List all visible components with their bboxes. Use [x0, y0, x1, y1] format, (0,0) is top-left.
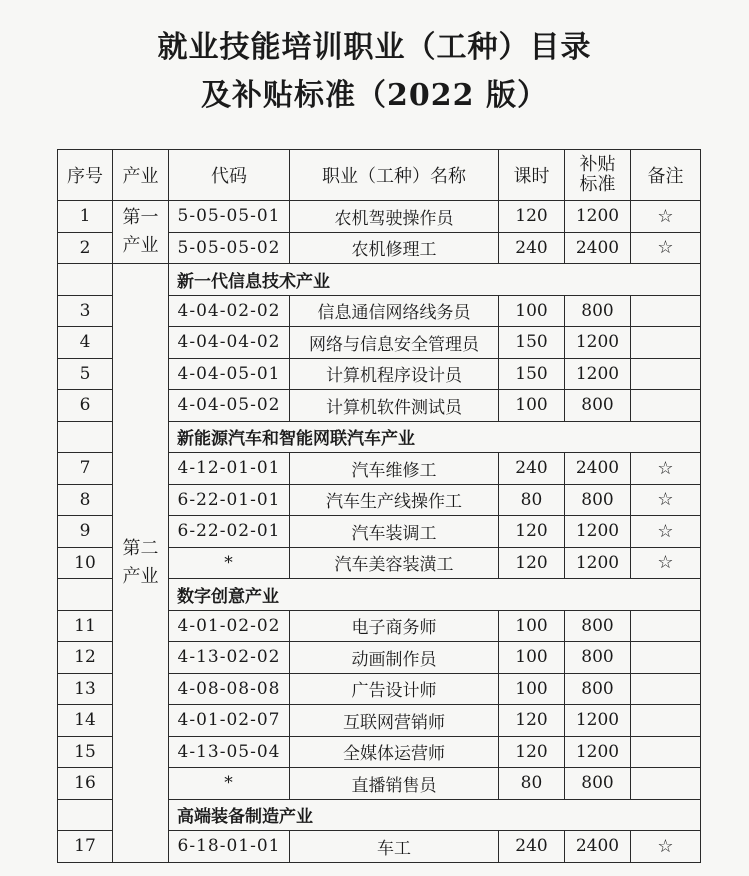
industry-second-line1: 第二 [122, 537, 159, 559]
cell-no: 2 [58, 232, 113, 264]
cell-code: 4-01-02-02 [169, 610, 290, 642]
section-no-empty [58, 579, 113, 611]
cell-remark [631, 673, 701, 705]
header-name: 职业（工种）名称 [290, 150, 499, 201]
cell-hours: 80 [499, 484, 565, 516]
cell-hours: 120 [499, 547, 565, 579]
header-remark: 备注 [631, 150, 701, 201]
cell-hours: 120 [499, 201, 565, 233]
section-equipment: 高端装备制造产业 [169, 799, 701, 831]
cell-subsidy: 1200 [565, 516, 631, 548]
cell-no: 7 [58, 453, 113, 485]
cell-subsidy: 800 [565, 642, 631, 674]
section-no-empty [58, 264, 113, 296]
cell-code: 4-04-04-02 [169, 327, 290, 359]
cell-name: 电子商务师 [290, 610, 499, 642]
cell-code: 6-22-02-01 [169, 516, 290, 548]
header-code: 代码 [169, 150, 290, 201]
cell-remark [631, 295, 701, 327]
header-industry: 产业 [113, 150, 169, 201]
section-digital: 数字创意产业 [169, 579, 701, 611]
cell-no: 5 [58, 358, 113, 390]
cell-name: 农机驾驶操作员 [290, 201, 499, 233]
cell-remark: ☆ [631, 516, 701, 548]
cell-hours: 240 [499, 232, 565, 264]
cell-no: 1 [58, 201, 113, 233]
table-header-row [58, 150, 701, 201]
cell-remark [631, 705, 701, 737]
cell-code: * [169, 547, 290, 579]
cell-remark: ☆ [631, 831, 701, 863]
cell-hours: 120 [499, 736, 565, 768]
header-hours: 课时 [499, 150, 565, 201]
cell-remark [631, 642, 701, 674]
industry-first-line1: 第一 [122, 207, 159, 228]
cell-hours: 100 [499, 390, 565, 422]
cell-subsidy: 1200 [565, 201, 631, 233]
cell-code: 4-04-02-02 [169, 295, 290, 327]
cell-name: 计算机软件测试员 [290, 390, 499, 422]
cell-remark: ☆ [631, 547, 701, 579]
cell-name: 信息通信网络线务员 [290, 295, 499, 327]
cell-hours: 240 [499, 831, 565, 863]
cell-hours: 120 [499, 705, 565, 737]
cell-name: 车工 [290, 831, 499, 863]
cell-no: 8 [58, 484, 113, 516]
cell-hours: 80 [499, 768, 565, 800]
cell-remark [631, 390, 701, 422]
cell-code: 4-04-05-02 [169, 390, 290, 422]
cell-subsidy: 1200 [565, 705, 631, 737]
cell-subsidy: 2400 [565, 453, 631, 485]
cell-subsidy: 2400 [565, 232, 631, 264]
cell-remark: ☆ [631, 201, 701, 233]
cell-subsidy: 1200 [565, 358, 631, 390]
section-info-tech: 新一代信息技术产业 [169, 264, 701, 296]
cell-no: 11 [58, 610, 113, 642]
section-no-empty [58, 421, 113, 453]
cell-code: * [169, 768, 290, 800]
cell-remark [631, 736, 701, 768]
industry-first-line2: 产业 [122, 235, 159, 256]
cell-subsidy: 800 [565, 610, 631, 642]
cell-no: 6 [58, 390, 113, 422]
cell-no: 10 [58, 547, 113, 579]
cell-no: 17 [58, 831, 113, 863]
cell-name: 互联网营销师 [290, 705, 499, 737]
cell-no: 4 [58, 327, 113, 359]
document-title-line2: 及补贴标准（2022 版） [201, 78, 548, 113]
cell-name: 直播销售员 [290, 768, 499, 800]
cell-code: 5-05-05-01 [169, 201, 290, 233]
cell-code: 4-13-05-04 [169, 736, 290, 768]
cell-hours: 240 [499, 453, 565, 485]
cell-remark [631, 610, 701, 642]
header-subsidy [565, 150, 631, 201]
cell-name: 网络与信息安全管理员 [290, 327, 499, 359]
cell-hours: 100 [499, 610, 565, 642]
table-row [58, 201, 701, 233]
cell-subsidy: 1200 [565, 327, 631, 359]
cell-subsidy: 800 [565, 673, 631, 705]
cell-subsidy: 800 [565, 390, 631, 422]
cell-code: 4-12-01-01 [169, 453, 290, 485]
cell-code: 4-04-05-01 [169, 358, 290, 390]
cell-no: 15 [58, 736, 113, 768]
cell-subsidy: 800 [565, 768, 631, 800]
cell-hours: 100 [499, 295, 565, 327]
cell-no: 3 [58, 295, 113, 327]
section-auto: 新能源汽车和智能网联汽车产业 [169, 421, 701, 453]
cell-hours: 150 [499, 358, 565, 390]
cell-remark [631, 768, 701, 800]
cell-code: 5-05-05-02 [169, 232, 290, 264]
cell-code: 4-01-02-07 [169, 705, 290, 737]
industry-first [113, 201, 169, 264]
cell-subsidy: 800 [565, 484, 631, 516]
header-no: 序号 [58, 150, 113, 201]
cell-code: 4-08-08-08 [169, 673, 290, 705]
cell-name: 汽车生产线操作工 [290, 484, 499, 516]
cell-name: 全媒体运营师 [290, 736, 499, 768]
cell-no: 13 [58, 673, 113, 705]
cell-remark: ☆ [631, 453, 701, 485]
cell-no: 16 [58, 768, 113, 800]
industry-second [113, 264, 169, 863]
cell-remark [631, 358, 701, 390]
cell-remark: ☆ [631, 484, 701, 516]
industry-second-line2: 产业 [122, 565, 159, 587]
cell-hours: 100 [499, 673, 565, 705]
cell-code: 6-22-01-01 [169, 484, 290, 516]
training-catalog-table [57, 149, 701, 863]
cell-no: 14 [58, 705, 113, 737]
cell-subsidy: 2400 [565, 831, 631, 863]
cell-no: 9 [58, 516, 113, 548]
cell-name: 农机修理工 [290, 232, 499, 264]
cell-name: 动画制作员 [290, 642, 499, 674]
cell-name: 计算机程序设计员 [290, 358, 499, 390]
cell-name: 广告设计师 [290, 673, 499, 705]
cell-subsidy: 1200 [565, 736, 631, 768]
cell-remark [631, 327, 701, 359]
cell-subsidy: 1200 [565, 547, 631, 579]
header-subsidy-line1: 补贴 [579, 154, 616, 175]
header-subsidy-line2: 标准 [579, 174, 616, 195]
cell-code: 6-18-01-01 [169, 831, 290, 863]
cell-no: 12 [58, 642, 113, 674]
section-row [58, 264, 701, 296]
cell-name: 汽车装调工 [290, 516, 499, 548]
cell-subsidy: 800 [565, 295, 631, 327]
document-title-line1: 就业技能培训职业（工种）目录 [157, 30, 592, 65]
section-no-empty [58, 799, 113, 831]
cell-name: 汽车维修工 [290, 453, 499, 485]
cell-hours: 150 [499, 327, 565, 359]
cell-name: 汽车美容装潢工 [290, 547, 499, 579]
cell-code: 4-13-02-02 [169, 642, 290, 674]
cell-remark: ☆ [631, 232, 701, 264]
cell-hours: 120 [499, 516, 565, 548]
cell-hours: 100 [499, 642, 565, 674]
